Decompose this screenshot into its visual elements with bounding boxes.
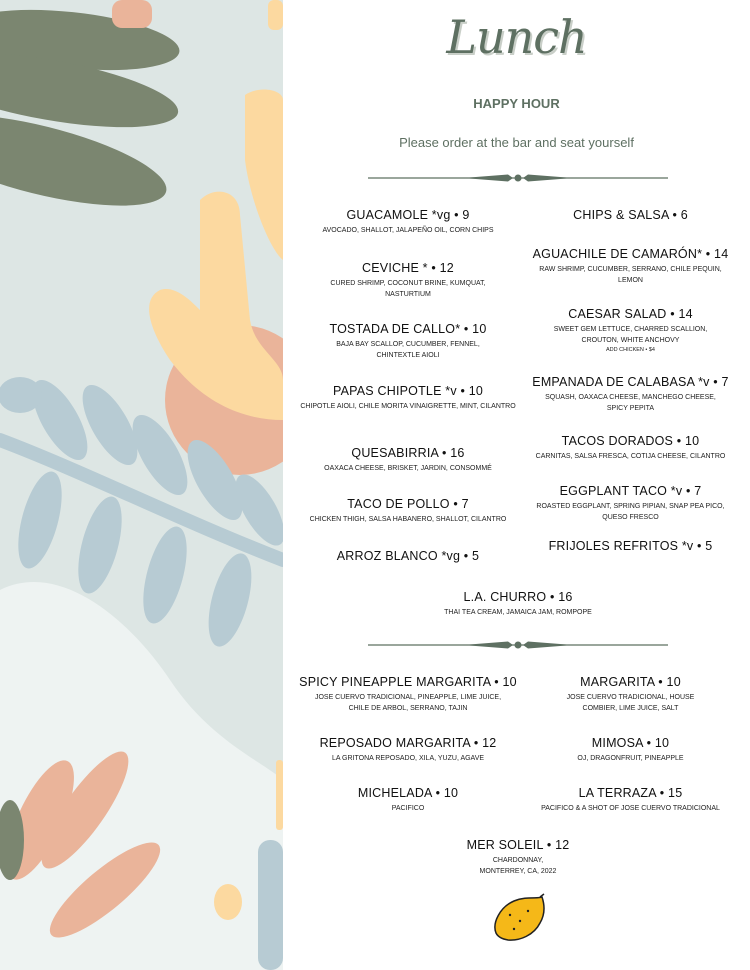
item-name: PAPAS CHIPOTLE *v • 10: [332, 384, 484, 398]
menu-item-empanada: [528, 375, 733, 414]
menu-panel: [283, 0, 750, 970]
lemon-icon: [490, 893, 548, 943]
item-description: PACIFICO & A SHOT OF JOSE CUERVO TRADICIONAL: [541, 805, 720, 812]
item-description: JOSE CUERVO TRADICIONAL, HOUSE COMBIER, LIME JUICE, SALT: [566, 694, 695, 712]
item-name: TOSTADA DE CALLO* • 10: [329, 322, 487, 336]
blue-fern-tip: [0, 377, 42, 413]
item-name: L.A. CHURRO • 16: [463, 590, 573, 604]
drink-item-mimosa: [528, 736, 733, 764]
item-name: ARROZ BLANCO *vg • 5: [336, 549, 480, 563]
botanical-artwork-svg: [0, 0, 283, 970]
item-description-line2: MONTERREY, CA, 2022: [479, 868, 557, 875]
menu-item-eggplant-taco: [528, 484, 733, 523]
ornamental-divider: [368, 639, 668, 651]
item-name: MICHELADA • 10: [357, 786, 459, 800]
item-name: SPICY PINEAPPLE MARGARITA • 10: [299, 675, 517, 689]
item-description: CHICKEN THIGH, SALSA HABANERO, SHALLOT, CILANTRO: [309, 516, 507, 523]
item-name: CAESAR SALAD • 14: [568, 307, 693, 321]
peach-blob: [112, 0, 152, 28]
item-name: REPOSADO MARGARITA • 12: [319, 736, 497, 750]
menu-title: Lunch: [446, 10, 587, 64]
item-description: RAW SHRIMP, CUCUMBER, SERRANO, CHILE PEQUIN, LEMON: [539, 266, 722, 284]
item-description: SQUASH, OAXACA CHEESE, MANCHEGO CHEESE, SPICY PEPITA: [545, 394, 716, 412]
item-description: OJ, DRAGONFRUIT, PINEAPPLE: [577, 755, 684, 762]
menu-subtitle: HAPPY HOUR: [473, 96, 560, 111]
drink-item-reposado-margarita: [293, 736, 523, 764]
drink-item-margarita: [528, 675, 733, 714]
menu-item-aguachile: [528, 247, 733, 286]
item-description: CURED SHRIMP, COCONUT BRINE, KUMQUAT, NASTURTIUM: [330, 280, 486, 298]
yellow-blob: [276, 760, 283, 830]
menu-item-guacamole: [293, 208, 523, 236]
ornamental-divider: [368, 172, 668, 184]
blue-fern-leaf: [10, 467, 71, 573]
drink-item-la-terraza: [518, 786, 743, 814]
drink-item-mer-soleil: [383, 838, 653, 877]
menu-item-churro: [383, 590, 653, 618]
menu-item-frijoles: [528, 539, 733, 554]
yellow-blob: [268, 0, 283, 30]
item-name: TACO DE POLLO • 7: [347, 497, 469, 511]
item-name: EGGPLANT TACO *v • 7: [559, 484, 702, 498]
item-description: CARNITAS, SALSA FRESCA, COTIJA CHEESE, CILANTRO: [535, 453, 726, 460]
item-name: QUESABIRRIA • 16: [351, 446, 465, 460]
ordering-note: Please order at the bar and seat yourself: [399, 135, 634, 150]
item-description: THAI TEA CREAM, JAMAICA JAM, ROMPOPE: [444, 609, 592, 616]
yellow-leaf: [245, 90, 283, 260]
blue-fern-leaf: [70, 492, 131, 598]
item-description: SWEET GEM LETTUCE, CHARRED SCALLION, CROUTON, WHITE ANCHOVY: [553, 326, 708, 344]
menu-item-caesar: [528, 307, 733, 355]
menu-item-chips-salsa: [528, 208, 733, 223]
item-description: OAXACA CHEESE, BRISKET, JARDIN, CONSOMMÉ: [324, 465, 492, 472]
item-name: AGUACHILE DE CAMARÓN* • 14: [532, 247, 729, 261]
menu-item-taco-pollo: [293, 497, 523, 525]
item-addon: ADD CHICKEN • $4: [606, 347, 655, 353]
botanical-artwork: [0, 0, 283, 970]
item-name: MARGARITA • 10: [580, 675, 681, 689]
item-name: EMPANADA DE CALABASA *v • 7: [532, 375, 729, 389]
item-description: PACIFICO: [391, 805, 425, 812]
menu-item-tostada: [293, 322, 523, 361]
drink-item-spicy-pineapple-margarita: [293, 675, 523, 714]
blue-fern-leaf: [200, 549, 260, 651]
item-description: BAJA BAY SCALLOP, CUCUMBER, FENNEL, CHINTEXTLE AIOLI: [336, 341, 480, 359]
item-description: ROASTED EGGPLANT, SPRING PIPIAN, SNAP PEA PICO, QUESO FRESCO: [536, 503, 725, 521]
item-name: GUACAMOLE *vg • 9: [346, 208, 470, 222]
item-description: AVOCADO, SHALLOT, JALAPEÑO OIL, CORN CHIPS: [322, 227, 494, 234]
item-name: FRIJOLES REFRITOS *v • 5: [548, 539, 713, 553]
menu-item-ceviche: [293, 261, 523, 300]
drink-item-michelada: [293, 786, 523, 814]
item-name: TACOS DORADOS • 10: [561, 434, 700, 448]
menu-item-arroz: [293, 549, 523, 564]
item-name: CEVICHE * • 12: [362, 261, 454, 275]
blue-fern-leaf: [135, 522, 196, 628]
menu-item-quesabirria: [293, 446, 523, 474]
yellow-blob: [214, 884, 242, 920]
blue-leaf: [258, 840, 283, 970]
item-name: MER SOLEIL • 12: [466, 838, 570, 852]
item-description: JOSE CUERVO TRADICIONAL, PINEAPPLE, LIME JUICE, CHILE DE ARBOL, SERRANO, TAJIN: [314, 694, 502, 712]
menu-item-tacos-dorados: [528, 434, 733, 462]
item-name: MIMOSA • 10: [591, 736, 670, 750]
menu-item-papas: [293, 384, 523, 412]
item-name: LA TERRAZA • 15: [578, 786, 683, 800]
item-name: CHIPS & SALSA • 6: [573, 208, 688, 222]
item-description: CHARDONNAY,: [492, 857, 544, 864]
item-description: CHIPOTLE AIOLI, CHILE MORITA VINAIGRETTE, MINT, CILANTRO: [300, 403, 516, 410]
item-description: LA GRITONA REPOSADO, XILA, YUZU, AGAVE: [331, 755, 485, 762]
